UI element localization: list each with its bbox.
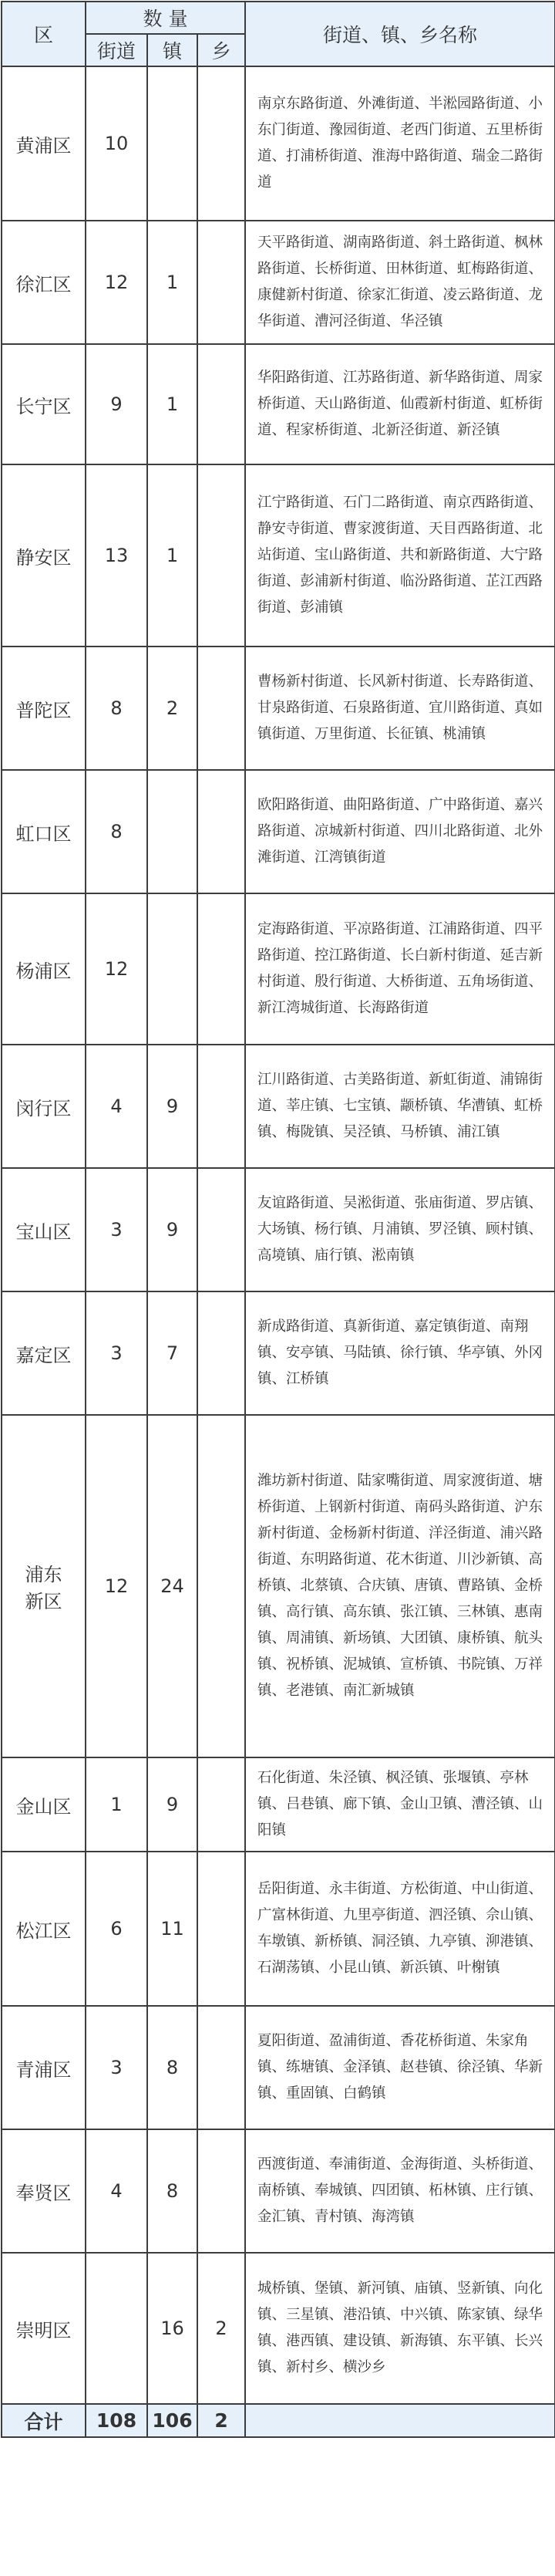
division-names: 南京东路街道、外滩街道、半淞园路街道、小东门街道、豫园街道、老西门街道、五里桥街道、打浦桥街道、淮海中路街道、瑞金二路街道 (245, 66, 555, 221)
subdistrict-count: 3 (86, 1168, 147, 1291)
town-count: 9 (147, 1757, 197, 1852)
township-count (197, 1757, 245, 1852)
division-names: 欧阳路街道、曲阳路街道、广中路街道、嘉兴路街道、凉城新村街道、四川北路街道、北外滩街道、江湾镇街道 (245, 770, 555, 893)
township-count (197, 1045, 245, 1168)
town-count: 11 (147, 1852, 197, 2006)
district-name: 金山区 (2, 1757, 86, 1852)
header-township: 乡 (197, 34, 245, 66)
table-row (2, 1045, 555, 1168)
division-names: 友谊路街道、吴淞街道、张庙街道、罗店镇、大场镇、杨行镇、月浦镇、罗泾镇、顾村镇、高境镇、庙行镇、淞南镇 (245, 1168, 555, 1291)
division-names: 华阳路街道、江苏路街道、新华路街道、周家桥街道、天山路街道、仙霞新村街道、虹桥街道、程家桥街道、北新泾街道、新泾镇 (245, 344, 555, 464)
header-names: 街道、镇、乡名称 (245, 2, 555, 66)
subdistrict-count (86, 2253, 147, 2404)
subdistrict-count: 4 (86, 2129, 147, 2253)
subdistrict-count: 12 (86, 1415, 147, 1757)
header-count: 数 量 (86, 2, 245, 34)
district-name: 宝山区 (2, 1168, 86, 1291)
district-name: 虹口区 (2, 770, 86, 893)
division-names: 定海路街道、平凉路街道、江浦路街道、四平路街道、控江路街道、长白新村街道、延吉新村街道、殷行街道、大桥街道、五角场街道、新江湾城街道、长海路街道 (245, 893, 555, 1045)
township-count (197, 2129, 245, 2253)
table-row (2, 464, 555, 647)
total-towns: 106 (147, 2404, 197, 2437)
town-count: 24 (147, 1415, 197, 1757)
district-name: 浦东新区 (2, 1415, 86, 1757)
district-name: 崇明区 (2, 2253, 86, 2404)
subdistrict-count: 10 (86, 66, 147, 221)
district-name: 黄浦区 (2, 66, 86, 221)
subdistrict-count: 12 (86, 893, 147, 1045)
division-names: 城桥镇、堡镇、新河镇、庙镇、竖新镇、向化镇、三星镇、港沿镇、中兴镇、陈家镇、绿华镇、港西镇、建设镇、新海镇、东平镇、长兴镇、新村乡、横沙乡 (245, 2253, 555, 2404)
division-names: 石化街道、朱泾镇、枫泾镇、张堰镇、亭林镇、吕巷镇、廊下镇、金山卫镇、漕泾镇、山阳镇 (245, 1757, 555, 1852)
township-count (197, 1852, 245, 2006)
subdistrict-count: 8 (86, 647, 147, 770)
table-row (2, 2006, 555, 2129)
district-name: 徐汇区 (2, 221, 86, 344)
township-count (197, 464, 245, 647)
district-name: 杨浦区 (2, 893, 86, 1045)
total-townships: 2 (197, 2404, 245, 2437)
district-name: 松江区 (2, 1852, 86, 2006)
table-row (2, 2253, 555, 2404)
subdistrict-count: 13 (86, 464, 147, 647)
header-town: 镇 (147, 34, 197, 66)
header-subdistrict: 街道 (86, 34, 147, 66)
township-count (197, 893, 245, 1045)
district-name: 普陀区 (2, 647, 86, 770)
subdistrict-count: 9 (86, 344, 147, 464)
district-name: 嘉定区 (2, 1291, 86, 1415)
town-count: 1 (147, 344, 197, 464)
town-count: 1 (147, 464, 197, 647)
division-names: 江宁路街道、石门二路街道、南京西路街道、静安寺街道、曹家渡街道、天目西路街道、北站街道、宝山路街道、共和新路街道、大宁路街道、彭浦新村街道、临汾路街道、芷江西路街道、彭浦镇 (245, 464, 555, 647)
subdistrict-count: 4 (86, 1045, 147, 1168)
town-count: 2 (147, 647, 197, 770)
district-name: 长宁区 (2, 344, 86, 464)
township-count (197, 221, 245, 344)
division-names: 江川路街道、古美路街道、新虹街道、浦锦街道、莘庄镇、七宝镇、颛桥镇、华漕镇、虹桥镇、梅陇镇、吴泾镇、马桥镇、浦江镇 (245, 1045, 555, 1168)
subdistrict-count: 8 (86, 770, 147, 893)
table-row (2, 66, 555, 221)
table-row (2, 893, 555, 1045)
township-count (197, 647, 245, 770)
table-body (2, 66, 555, 2404)
town-count: 16 (147, 2253, 197, 2404)
total-label: 合计 (2, 2404, 86, 2437)
township-count (197, 344, 245, 464)
town-count: 8 (147, 2006, 197, 2129)
table-row (2, 647, 555, 770)
township-count (197, 66, 245, 221)
division-names: 曹杨新村街道、长风新村街道、长寿路街道、甘泉路街道、石泉路街道、宜川路街道、真如镇街道、万里街道、长征镇、桃浦镇 (245, 647, 555, 770)
town-count (147, 66, 197, 221)
subdistrict-count: 12 (86, 221, 147, 344)
town-count: 8 (147, 2129, 197, 2253)
division-names: 西渡街道、奉浦街道、金海街道、头桥街道、南桥镇、奉城镇、四团镇、柘林镇、庄行镇、金汇镇、青村镇、海湾镇 (245, 2129, 555, 2253)
township-count (197, 1415, 245, 1757)
table-row (2, 1757, 555, 1852)
township-count (197, 1291, 245, 1415)
division-names: 夏阳街道、盈浦街道、香花桥街道、朱家角镇、练塘镇、金泽镇、赵巷镇、徐泾镇、华新镇、重固镇、白鹤镇 (245, 2006, 555, 2129)
table-row (2, 2129, 555, 2253)
town-count (147, 770, 197, 893)
division-names: 潍坊新村街道、陆家嘴街道、周家渡街道、塘桥街道、上钢新村街道、南码头路街道、沪东新村街道、金杨新村街道、洋泾街道、浦兴路街道、东明路街道、花木街道、川沙新镇、高桥镇、北蔡镇、合庆镇、唐镇、曹路镇、金桥镇、高行镇、高东镇、张江镇、三林镇、惠南镇、周浦镇、新场镇、大团镇、康桥镇、航头镇、祝桥镇、泥城镇、宣桥镇、书院镇、万祥镇、老港镇、南汇新城镇 (245, 1415, 555, 1757)
table-row (2, 1415, 555, 1757)
town-count: 9 (147, 1168, 197, 1291)
table-row (2, 1852, 555, 2006)
subdistrict-count: 1 (86, 1757, 147, 1852)
township-count (197, 1168, 245, 1291)
table-row (2, 1291, 555, 1415)
town-count: 7 (147, 1291, 197, 1415)
district-name: 闵行区 (2, 1045, 86, 1168)
header-district: 区 (2, 2, 86, 66)
subdistrict-count: 3 (86, 1291, 147, 1415)
district-name: 青浦区 (2, 2006, 86, 2129)
township-count (197, 2006, 245, 2129)
township-count: 2 (197, 2253, 245, 2404)
district-name: 奉贤区 (2, 2129, 86, 2253)
table-row (2, 1168, 555, 1291)
total-names-cell (245, 2404, 555, 2437)
district-name: 静安区 (2, 464, 86, 647)
table-row (2, 770, 555, 893)
town-count (147, 893, 197, 1045)
town-count: 1 (147, 221, 197, 344)
subdistrict-count: 3 (86, 2006, 147, 2129)
subdistrict-count: 6 (86, 1852, 147, 2006)
total-subdistricts: 108 (86, 2404, 147, 2437)
division-names: 新成路街道、真新街道、嘉定镇街道、南翔镇、安亭镇、马陆镇、徐行镇、华亭镇、外冈镇、江桥镇 (245, 1291, 555, 1415)
division-names: 天平路街道、湖南路街道、斜土路街道、枫林路街道、长桥街道、田林街道、虹梅路街道、康健新村街道、徐家汇街道、凌云路街道、龙华街道、漕河泾街道、华泾镇 (245, 221, 555, 344)
district-table (1, 1, 555, 2438)
table-row (2, 221, 555, 344)
table-row (2, 344, 555, 464)
town-count: 9 (147, 1045, 197, 1168)
township-count (197, 770, 245, 893)
division-names: 岳阳街道、永丰街道、方松街道、中山街道、广富林街道、九里亭街道、泗泾镇、佘山镇、车墩镇、新桥镇、洞泾镇、九亭镇、泖港镇、石湖荡镇、小昆山镇、新浜镇、叶榭镇 (245, 1852, 555, 2006)
